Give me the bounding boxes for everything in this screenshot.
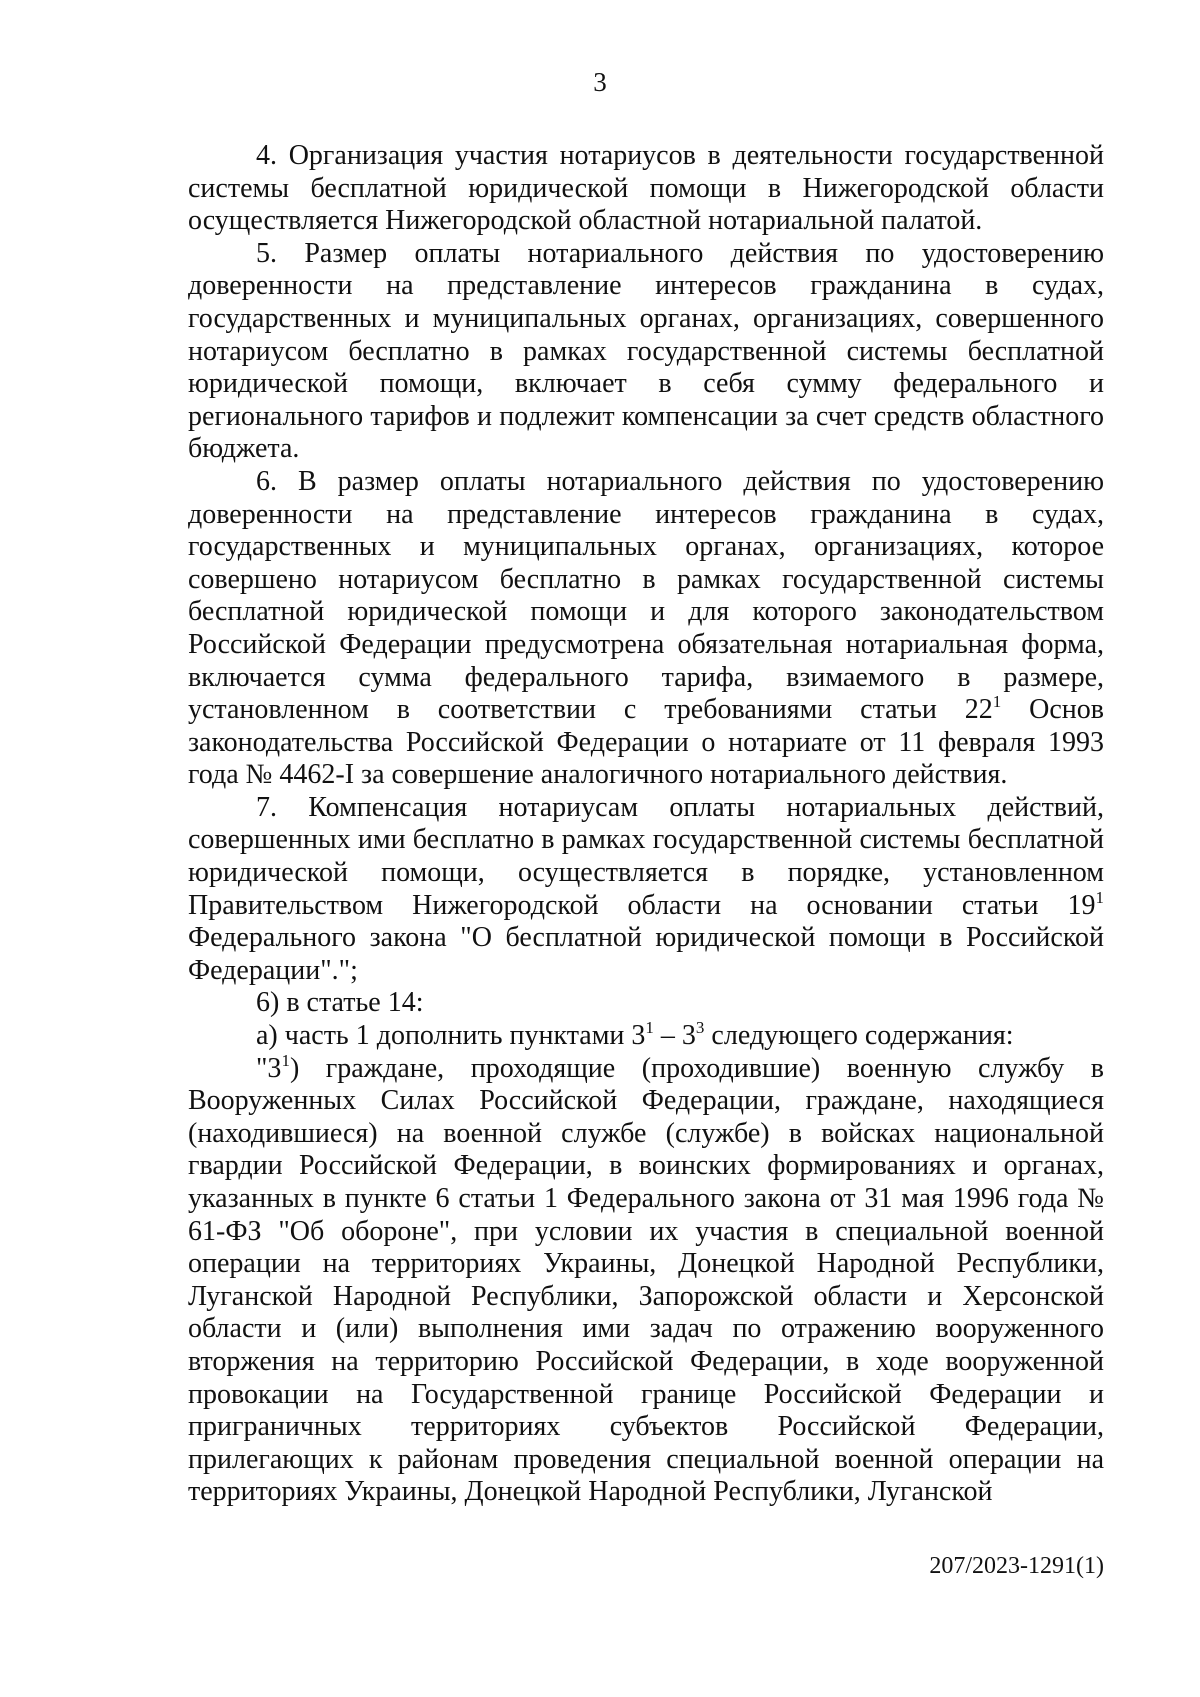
para-item-4 (188, 140, 1104, 238)
superscript-index: 3 (695, 1018, 705, 1038)
text-run: Основ законодательства Российской Федерации о нотариате от 11 февраля 1993 года № 4462-I за совершение аналогичного нотариального действия. (188, 694, 1105, 791)
document-body (188, 140, 1104, 1509)
text-run: следующего содержания: (704, 1020, 1014, 1052)
para-item-6-article-14 (188, 987, 1104, 1020)
para-subitem-a (188, 1020, 1104, 1053)
para-item-7 (188, 792, 1104, 988)
text-run: ) граждане, проходящие (проходившие) военную службу в Вооруженных Силах Российской Федерации, граждане, находящиеся (находившиеся) на военной службе (службе) в войсках национальной гвардии Российской Федерации, в воинских формированиях и органах, указанных в пункте 6 статьи 1 Федерального закона от 31 мая 1996 года № 61-ФЗ "Об обороне", при условии их участия в специальной военной операции на территориях Украины, Донецкой Народной Республики, Луганской Народной Республики, Запорожской области и Херсонской области и (или) выполнения ими задач по отражению вооруженного вторжения на территорию Российской Федерации, в ходе вооруженной провокации на Государственной границе Российской Федерации и приграничных территориях субъектов Российской Федерации, прилегающих к районам проведения специальной военной операции на территориях Украины, Донецкой Народной Республики, Луганской (188, 1052, 1104, 1508)
text-run: а) часть 1 дополнить пунктами 3 (256, 1020, 646, 1052)
text-run: Федерального закона "О бесплатной юридической помощи в Российской Федерации"."; (188, 922, 1104, 986)
text-run: 4. Организация участия нотариусов в деятельности государственной системы бесплатной юридической помощи в Нижегородской области осуществляется Нижегородской областной нотариальной палатой. (188, 140, 1104, 237)
text-run: 5. Размер оплаты нотариального действия по удостоверению доверенности на представление интересов гражданина в судах, государственных и муниципальных органах, организациях, совершенного нотариусом бесплатно в рамках государственной системы бесплатной юридической помощи, включает в себя сумму федерального и регионального тарифов и подлежит компенсации за счет средств областного бюджета. (188, 237, 1104, 465)
para-item-5 (188, 238, 1104, 466)
superscript-index: 1 (281, 1050, 290, 1070)
para-item-6 (188, 466, 1104, 792)
para-point-3-1 (188, 1050, 1104, 1509)
text-run: 6) в статье 14: (256, 987, 424, 1019)
superscript-index: 1 (992, 692, 1002, 712)
text-run: "3 (256, 1052, 282, 1084)
text-run: 7. Компенсация нотариусам оплаты нотариальных действий, совершенных ими бесплатно в рамках государственной системы бесплатной юридической помощи, осуществляется в порядке, установленном Правительством Нижегородской области на основании статьи 19 (188, 791, 1104, 921)
page-number: 3 (593, 67, 607, 97)
superscript-index: 1 (645, 1018, 654, 1038)
text-run: 6. В размер оплаты нотариального действия по удостоверению доверенности на представление интересов гражданина в судах, государственных и муниципальных органах, организациях, которое совершено нотариусом бесплатно в рамках государственной системы бесплатной юридической помощи и для которого законодательством Российской Федерации предусмотрена обязательная нотариальная форма, включается сумма федерального тарифа, взимаемого в размере, установленном в соответствии с требованиями статьи 22 (188, 465, 1104, 726)
superscript-index: 1 (1095, 887, 1104, 907)
document-code: 207/2023-1291(1) (929, 1553, 1104, 1579)
text-run: – 3 (653, 1020, 696, 1052)
